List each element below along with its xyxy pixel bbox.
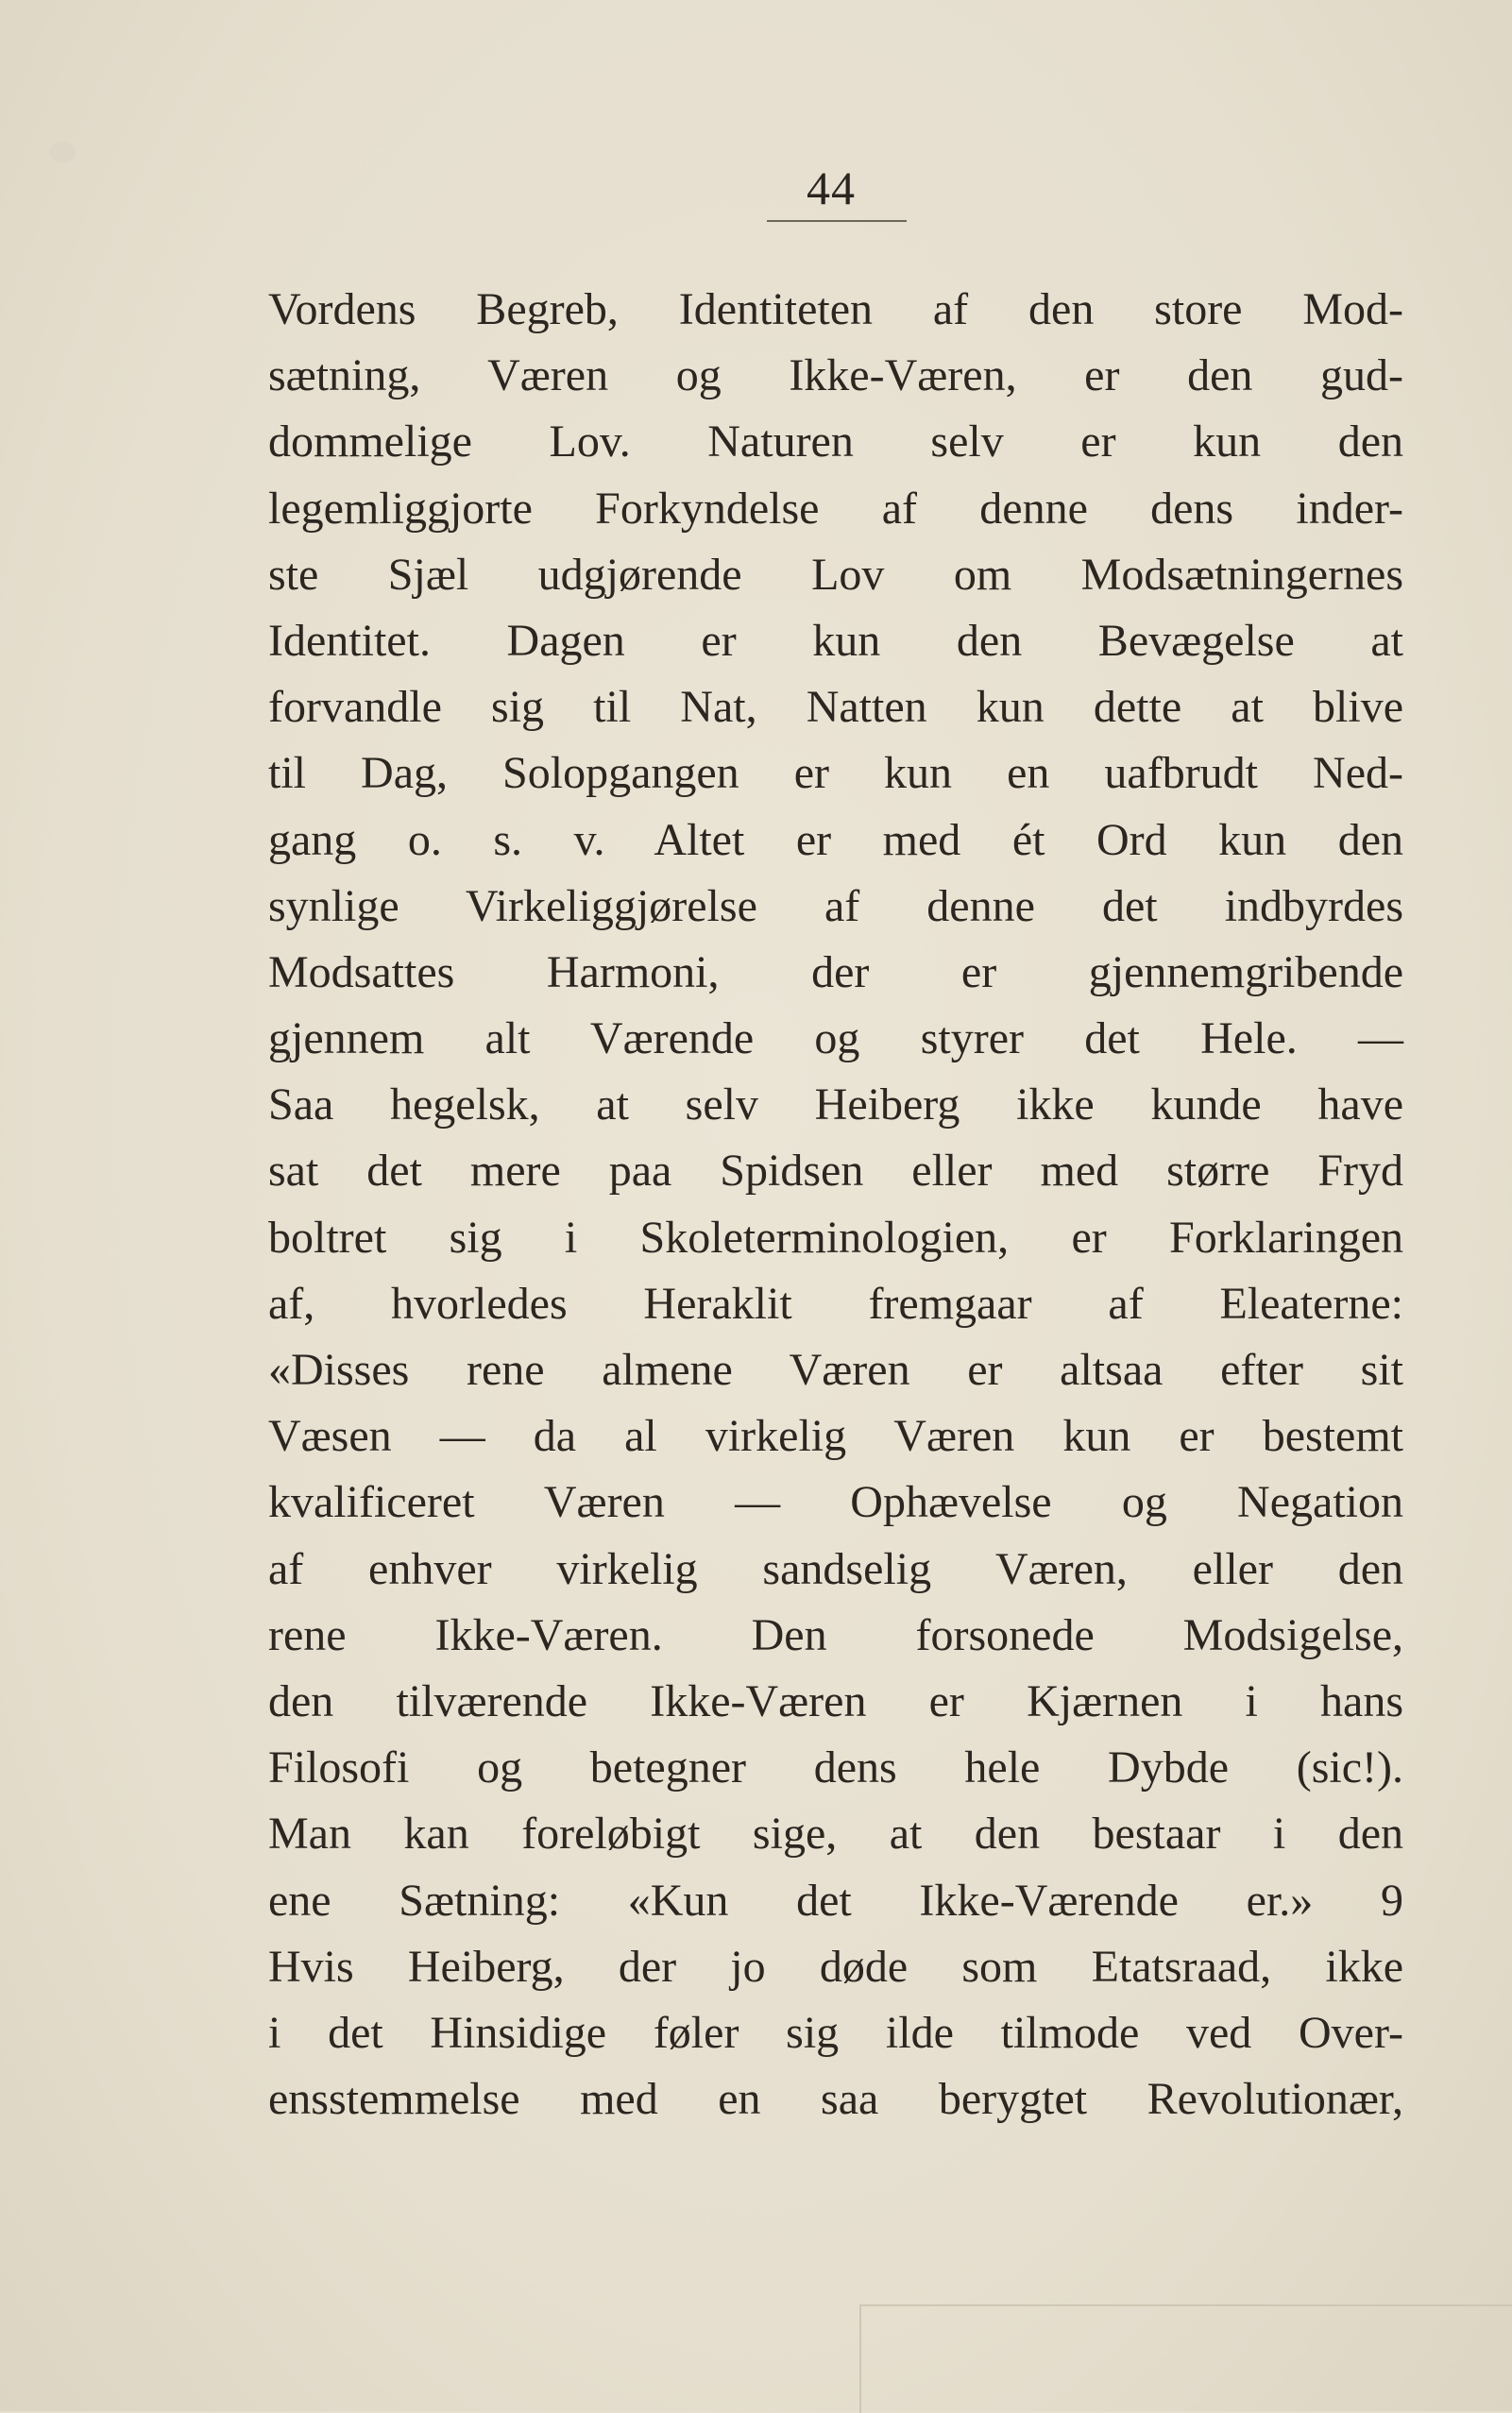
text-line: i det Hinsidige føler sig ilde tilmode ved Over-: [268, 2007, 1403, 2058]
body-text: [268, 277, 1403, 2133]
text-line: kvalificeret Væren — Ophævelse og Negation: [268, 1477, 1403, 1528]
text-line: «Disses rene almene Væren er altsaa efter sit: [268, 1345, 1403, 1395]
text-line: ste Sjæl udgjørende Lov om Modsætningernes: [268, 549, 1403, 600]
text-line: af enhver virkelig sandselig Væren, eller den: [268, 1543, 1403, 1594]
text-line: forvandle sig til Nat, Natten kun dette at blive: [268, 682, 1403, 733]
text-line: Man kan foreløbigt sige, at den bestaar i den: [268, 1809, 1403, 1860]
text-line: Hvis Heiberg, der jo døde som Etatsraad, ikke: [268, 1941, 1403, 1992]
text-line: Modsattes Harmoni, der er gjennemgribende: [268, 946, 1403, 997]
text-line: boltret sig i Skoleterminologien, er Forklaringen: [268, 1212, 1403, 1263]
text-line: synlige Virkeliggjørelse af denne det indbyrdes: [268, 880, 1403, 931]
text-line: Identitet. Dagen er kun den Bevægelse at: [268, 615, 1403, 666]
paper-scuff: [49, 142, 76, 162]
text-line: af, hvorledes Heraklit fremgaar af Eleaterne:: [268, 1278, 1403, 1329]
text-line: gjennem alt Værende og styrer det Hele. —: [268, 1013, 1403, 1064]
text-line: sætning, Væren og Ikke-Væren, er den gud-: [268, 350, 1403, 401]
page-number: 44: [807, 161, 856, 214]
text-line: Vordens Begreb, Identiteten af den store Mod-: [268, 284, 1403, 334]
text-line: dommelige Lov. Naturen selv er kun den: [268, 416, 1403, 467]
text-line: ensstemmelse med en saa berygtet Revolutionær,: [268, 2074, 1403, 2125]
text-line: Væsen — da al virkelig Væren kun er bestemt: [268, 1411, 1403, 1462]
text-line: Saa hegelsk, at selv Heiberg ikke kunde have: [268, 1079, 1403, 1130]
text-line: rene Ikke-Væren. Den forsonede Modsigelse,: [268, 1609, 1403, 1660]
text-line: legemliggjorte Forkyndelse af denne dens inder-: [268, 483, 1403, 534]
text-line: ene Sætning: «Kun det Ikke-Værende er.» 9: [268, 1875, 1403, 1926]
text-line: Filosofi og betegner dens hele Dybde (sic!).: [268, 1742, 1403, 1793]
page-corner-crease: [859, 2304, 1512, 2413]
text-line: til Dag, Solopgangen er kun en uafbrudt Ned-: [268, 748, 1403, 799]
text-line: sat det mere paa Spidsen eller med større Fryd: [268, 1146, 1403, 1197]
text-line: gang o. s. v. Altet er med ét Ord kun den: [268, 814, 1403, 865]
text-line: den tilværende Ikke-Væren er Kjærnen i hans: [268, 1675, 1403, 1726]
page-number-rule: [767, 220, 907, 222]
